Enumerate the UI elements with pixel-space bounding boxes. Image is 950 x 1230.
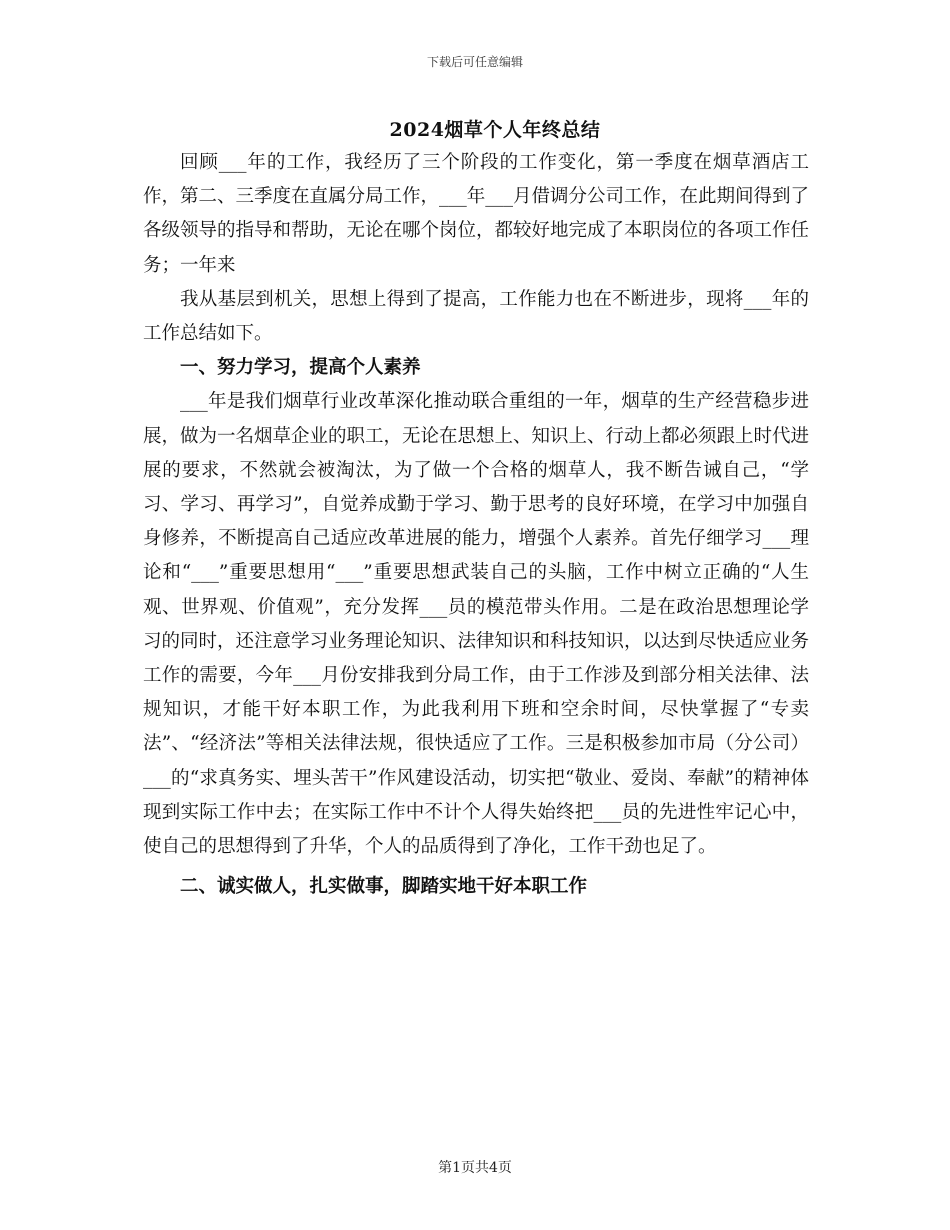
section-1-heading: 一、努力学习，提高个人素养 — [180, 357, 421, 379]
section-2-heading: 二、诚实做人，扎实做事，脚踏实地干好本职工作 — [180, 876, 588, 898]
intro-paragraph-2: 我从基层到机关，思想上得到了提高，工作能力也在不断进步，现将___年的工作总结如下。 — [143, 288, 809, 345]
page-number: 第1页共4页 — [438, 1160, 512, 1176]
intro-paragraph-1: 回顾___年的工作，我经历了三个阶段的工作变化，第一季度在烟草酒店工作，第二、三季度在直属分局工作，___年___月借调分公司工作，在此期间得到了各级领导的指导和帮助，无论在哪个岗位，都较好地完成了本职岗位的各项工作任务；一年来 — [143, 152, 810, 276]
document-body — [143, 146, 809, 904]
header-note: 下载后可任意编辑 — [426, 55, 523, 69]
section-1-paragraph: ___年是我们烟草行业改革深化推动联合重组的一年，烟草的生产经营稳步进展，做为一名烟草企业的职工，无论在思想上、知识上、行动上都必须跟上时代进展的要求，不然就会被淘汰，为了做一个合格的烟草人，我不断告诫自己，“学习、学习、再学习”，自觉养成勤于学习、勤于思考的良好环境，在学习中加强自身修养，不断提高自己适应改革进展的能力，增强个人素养。首先仔细学习___理论和“___”重要思想用“___”重要思想武装自己的头脑，工作中树立正确的“人生观、世界观、价值观”，充分发挥___员的模范带头作用。二是在政治思想理论学习的同时，还注意学习业务理论知识、法律知识和科技知识，以达到尽快适应业务工作的需要，今年___月份安排我到分局工作，由于工作涉及到部分相关法律、法规知识，才能干好本职工作，为此我利用下班和空余时间，尽快掌握了“专卖法”、“经济法”等相关法律法规，很快适应了工作。三是积极参加市局（分公司）___的“求真务实、埋头苦干”作风建设活动，切实把“敬业、爱岗、奉献”的精神体现到实际工作中去；在实际工作中不计个人得失始终把___员的先进性牢记心中，使自己的思想得到了升华，个人的品质得到了净化，工作干劲也足了。 — [143, 391, 810, 858]
document-title: 2024烟草个人年终总结 — [389, 119, 601, 141]
